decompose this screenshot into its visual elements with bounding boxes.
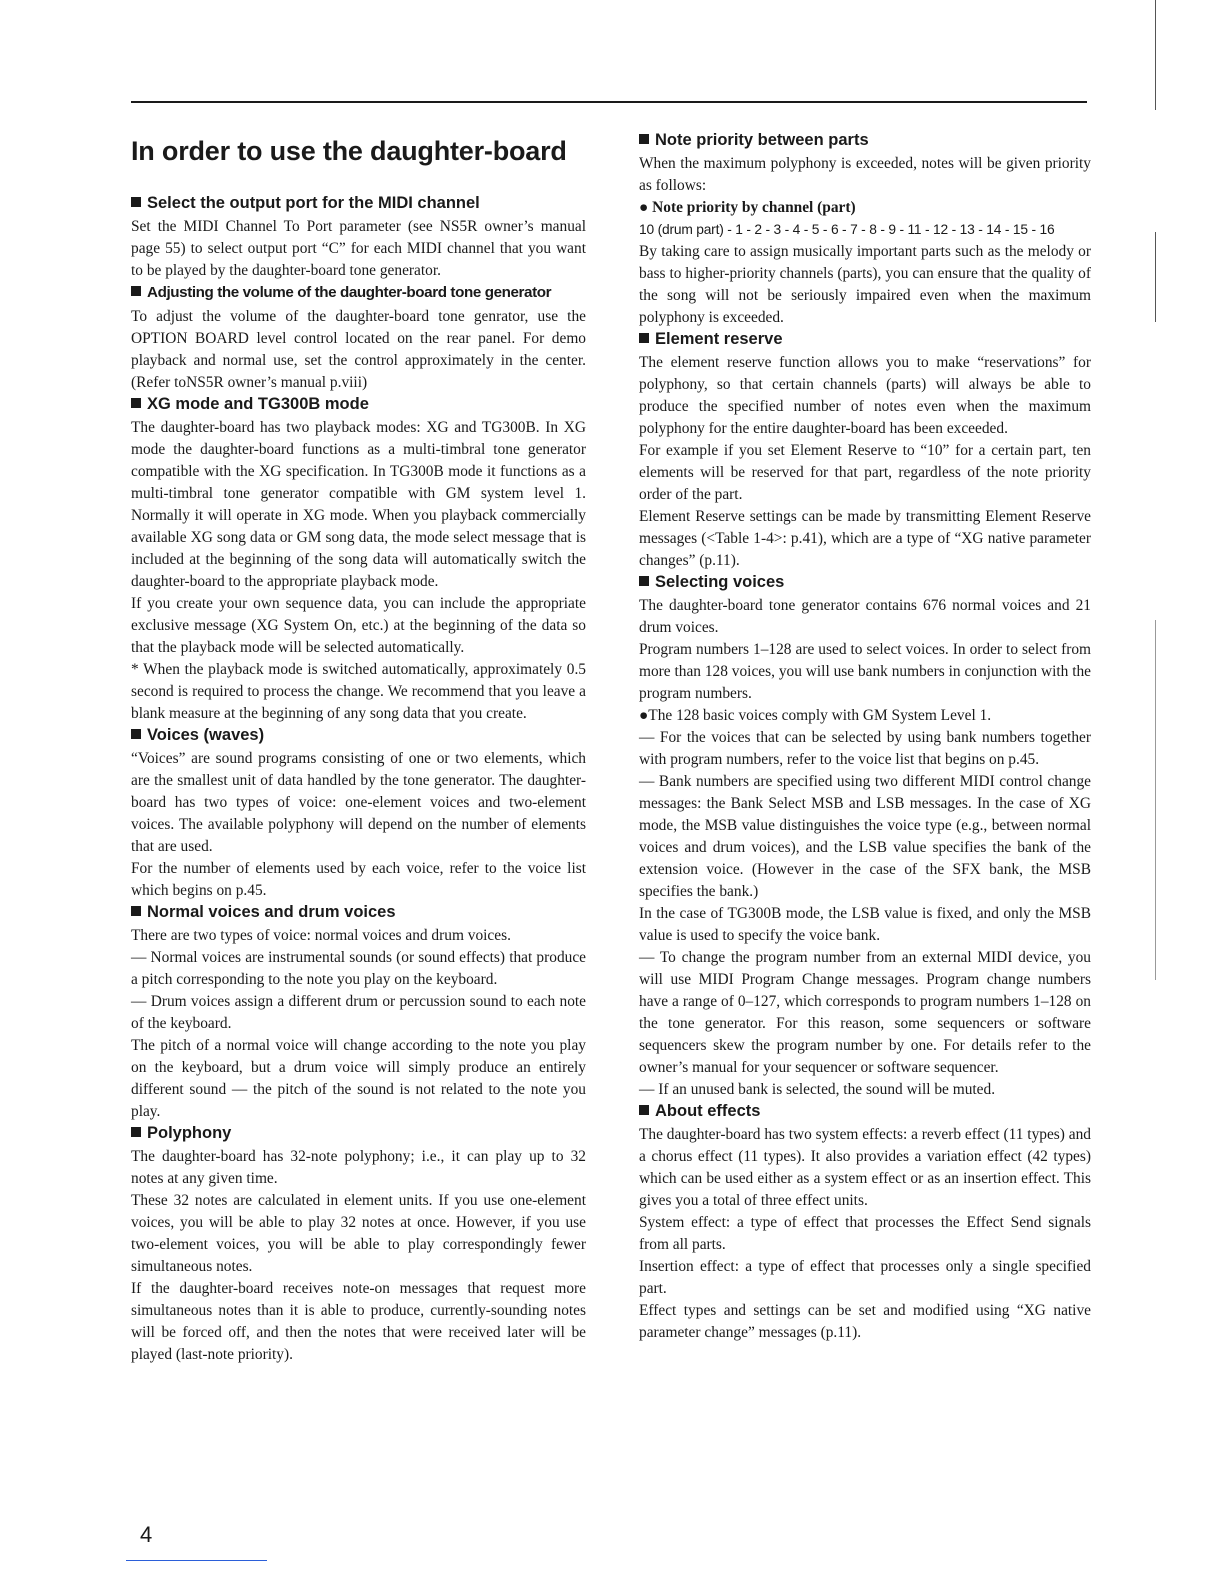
right-column [639,130,1091,1344]
paragraph: The pitch of a normal voice will change according to the note you play on the keyboard, but a drum voice will simply produce an entirely different sound — the pitch of the sound is not related to the note you play. [131,1037,586,1120]
left-column [131,130,586,1366]
square-bullet-icon [131,906,141,916]
paragraph: — If an unused bank is selected, the sound will be muted. [639,1081,996,1098]
section-volume [131,282,586,394]
paragraph: Set the MIDI Channel To Port parameter (see NS5R owner’s manual page 55) to select output port “C” for each MIDI channel that you want to be played by the daughter-board tone generator. [131,218,586,279]
paragraph: Effect types and settings can be set and modified using “XG native parameter change” messages (p.11). [639,1302,1091,1341]
paragraph: To adjust the volume of the daughter-board tone genrator, use the OPTION BOARD level control located on the rear panel. For demo playback and normal use, set the control approximately in the center. (Refer toNS5R owner’s manual p.viii) [131,308,586,391]
square-bullet-icon [131,398,141,408]
paragraph: For example if you set Element Reserve to “10” for a certain part, ten elements will be reserved for that part, regardless of the note priority order of the part. [639,442,1091,503]
paragraph: * When the playback mode is switched automatically, approximately 0.5 second is required to process the change. We recommend that you leave a blank measure at the beginning of any song data that you create. [131,661,586,722]
paragraph: These 32 notes are calculated in element units. If you use one-element voices, you will be able to play 32 notes at once. However, if you use two-element voices, you will be able to play correspondingly fewer simultaneous notes. [131,1192,586,1275]
section-element-reserve [639,329,1091,572]
paragraph: If the daughter-board receives note-on messages that request more simultaneous notes than it is able to produce, currently-sounding notes will be forced off, and then the notes that were received later will be played (last-note priority). [131,1280,586,1363]
paragraph: If you create your own sequence data, you can include the appropriate exclusive message (XG System On, etc.) at the beginning of the data so that the playback mode will be selected automatically. [131,595,586,656]
square-bullet-icon [131,197,141,207]
paragraph: System effect: a type of effect that processes the Effect Send signals from all parts. [639,1214,1091,1253]
square-bullet-icon [131,729,141,739]
square-bullet-icon [131,1127,141,1137]
paragraph: The daughter-board has two system effects: a reverb effect (11 types) and a chorus effect (11 types). It also provides a variation effect (42 types) which can be used either as a system effect or as an insertion effect. This gives you a total of three effect units. [639,1126,1091,1209]
section-output-port [131,193,586,282]
section-heading: Polyphony [131,1123,586,1143]
square-bullet-icon [639,134,649,144]
section-polyphony [131,1123,586,1366]
top-rule [131,101,1087,103]
scan-edge-mark [1155,0,1156,110]
paragraph: The daughter-board tone generator contains 676 normal voices and 21 drum voices. [639,597,1091,636]
section-heading: Note priority between parts [639,130,1091,150]
paragraph: There are two types of voice: normal voices and drum voices. [131,927,511,944]
square-bullet-icon [639,333,649,343]
section-heading: Adjusting the volume of the daughter-board tone generator [131,282,586,303]
paragraph: The element reserve function allows you to make “reservations” for polyphony, so that certain channels (parts) will always be able to produce the specified number of notes even when the maximum polyphony for the entire daughter-board has been exceeded. [639,354,1091,437]
scan-edge-mark [1155,232,1156,322]
paragraph: Element Reserve settings can be made by transmitting Element Reserve messages (<Table 1-4>: p.41), which are a type of “XG native parameter changes” (p.11). [639,508,1091,569]
paragraph: — Normal voices are instrumental sounds (or sound effects) that produce a pitch corresponding to the note you play on the keyboard. [131,949,586,988]
paragraph: For the number of elements used by each voice, refer to the voice list which begins on p.45. [131,860,586,899]
square-bullet-icon [639,576,649,586]
section-effects [639,1101,1091,1344]
paragraph: Insertion effect: a type of effect that processes only a single specified part. [639,1258,1091,1297]
section-note-priority [639,130,1091,329]
section-voices [131,725,586,902]
page-number: 4 [140,1522,153,1547]
section-normal-drum [131,902,586,1123]
scan-edge-mark [1155,620,1156,980]
section-heading: Selecting voices [639,572,1091,592]
paragraph: — To change the program number from an external MIDI device, you will use MIDI Program Change messages. Program change numbers have a range of 0–127, which corresponds to program numbers 1–128 on the tone generator. For this reason, some sequencers or software sequencers skew the program number by one. For details refer to the owner’s manual for your sequencer or software sequencer. [639,949,1091,1076]
paragraph: — Bank numbers are specified using two different MIDI control change messages: the Bank Select MSB and LSB messages. In the case of XG mode, the MSB value distinguishes the voice type (e.g., between normal voices and drum voices), and the LSB value specifies the bank of the extension voice. (However in the case of the SFX bank, the MSB specifies the bank.) [639,773,1091,900]
paragraph: ●The 128 basic voices comply with GM System Level 1. [639,707,992,724]
paragraph: Program numbers 1–128 are used to select voices. In order to select from more than 128 voices, you will use bank numbers in conjunction with the program numbers. [639,641,1091,702]
section-heading: Voices (waves) [131,725,586,745]
section-heading: Select the output port for the MIDI channel [131,193,586,213]
paragraph: When the maximum polyphony is exceeded, notes will be given priority as follows: [639,155,1091,194]
paragraph: By taking care to assign musically important parts such as the melody or bass to higher-priority channels (parts), you can ensure that the quality of the song will not be seriously impaired even when the maximum polyphony is exceeded. [639,243,1091,326]
section-heading: About effects [639,1101,1091,1121]
square-bullet-icon [639,1105,649,1115]
paragraph: “Voices” are sound programs consisting of one or two elements, which are the smallest unit of data handled by the tone generator. The daughter-board has two types of voice: one-element voices and two-element voices. The available polyphony will depend on the number of elements that are used. [131,750,586,855]
paragraph: The daughter-board has two playback modes: XG and TG300B. In XG mode the daughter-board functions as a multi-timbral tone generator compatible with the XG specification. In TG300B mode it functions as a multi-timbral tone generator compatible with GM system level 1. Normally it will operate in XG mode. When you playback commercially available XG song data or GM song data, the mode select message that is included at the beginning of the song data will automatically switch the daughter-board to the appropriate playback mode. [131,419,586,590]
subheading: ● Note priority by channel (part) [639,199,856,216]
section-heading: Element reserve [639,329,1091,349]
footer-underline [126,1560,267,1561]
section-selecting-voices [639,572,1091,1101]
priority-order: 10 (drum part) - 1 - 2 - 3 - 4 - 5 - 6 - 7 - 8 - 9 - 11 - 12 - 13 - 14 - 15 - 16 [639,222,1055,237]
paragraph: The daughter-board has 32-note polyphony; i.e., it can play up to 32 notes at any given time. [131,1148,586,1187]
paragraph: — For the voices that can be selected by using bank numbers together with program numbers, refer to the voice list that begins on p.45. [639,729,1091,768]
square-bullet-icon [131,286,141,296]
page-title: In order to use the daughter-board [131,136,567,166]
section-heading: Normal voices and drum voices [131,902,586,922]
paragraph: — Drum voices assign a different drum or percussion sound to each note of the keyboard. [131,993,586,1032]
section-heading: XG mode and TG300B mode [131,394,586,414]
section-xg-mode [131,394,586,725]
paragraph: In the case of TG300B mode, the LSB value is fixed, and only the MSB value is used to specify the voice bank. [639,905,1091,944]
